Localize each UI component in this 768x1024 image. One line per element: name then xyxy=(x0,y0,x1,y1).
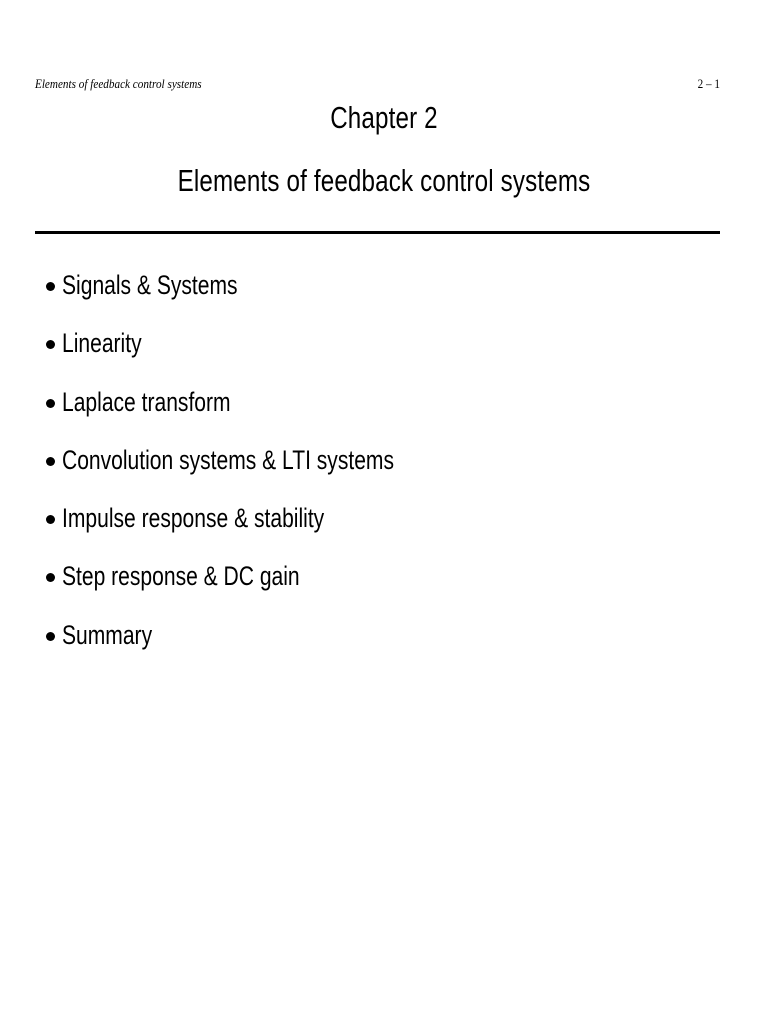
running-header-title: Elements of feedback control systems xyxy=(35,76,202,91)
topic-text: Summary xyxy=(62,619,153,650)
topic-list xyxy=(46,268,488,676)
bullet-icon xyxy=(46,515,55,524)
topic-item xyxy=(46,385,488,443)
topic-item xyxy=(46,443,488,501)
topic-item xyxy=(46,268,488,326)
topic-text: Linearity xyxy=(62,328,142,359)
topic-text: Signals & Systems xyxy=(62,270,238,300)
bullet-icon xyxy=(46,282,55,291)
topic-item xyxy=(46,326,488,384)
bullet-icon xyxy=(46,399,55,408)
topic-text: Impulse response & stability xyxy=(62,503,325,534)
running-header xyxy=(35,76,624,94)
topic-text: Step response & DC gain xyxy=(62,561,300,592)
topic-text: Laplace transform xyxy=(62,386,231,417)
topic-item xyxy=(46,501,488,559)
chapter-title: Elements of feedback control systems xyxy=(177,163,591,198)
topic-text: Convolution systems & LTI systems xyxy=(62,444,394,475)
chapter-label: Chapter 2 xyxy=(330,100,438,135)
bullet-icon xyxy=(46,340,55,349)
title-divider xyxy=(35,231,720,234)
topic-item xyxy=(46,559,488,617)
page-number: 2 – 1 xyxy=(697,76,720,91)
topic-item xyxy=(46,618,488,676)
bullet-icon xyxy=(46,632,55,641)
bullet-icon xyxy=(46,457,55,466)
bullet-icon xyxy=(46,573,55,582)
